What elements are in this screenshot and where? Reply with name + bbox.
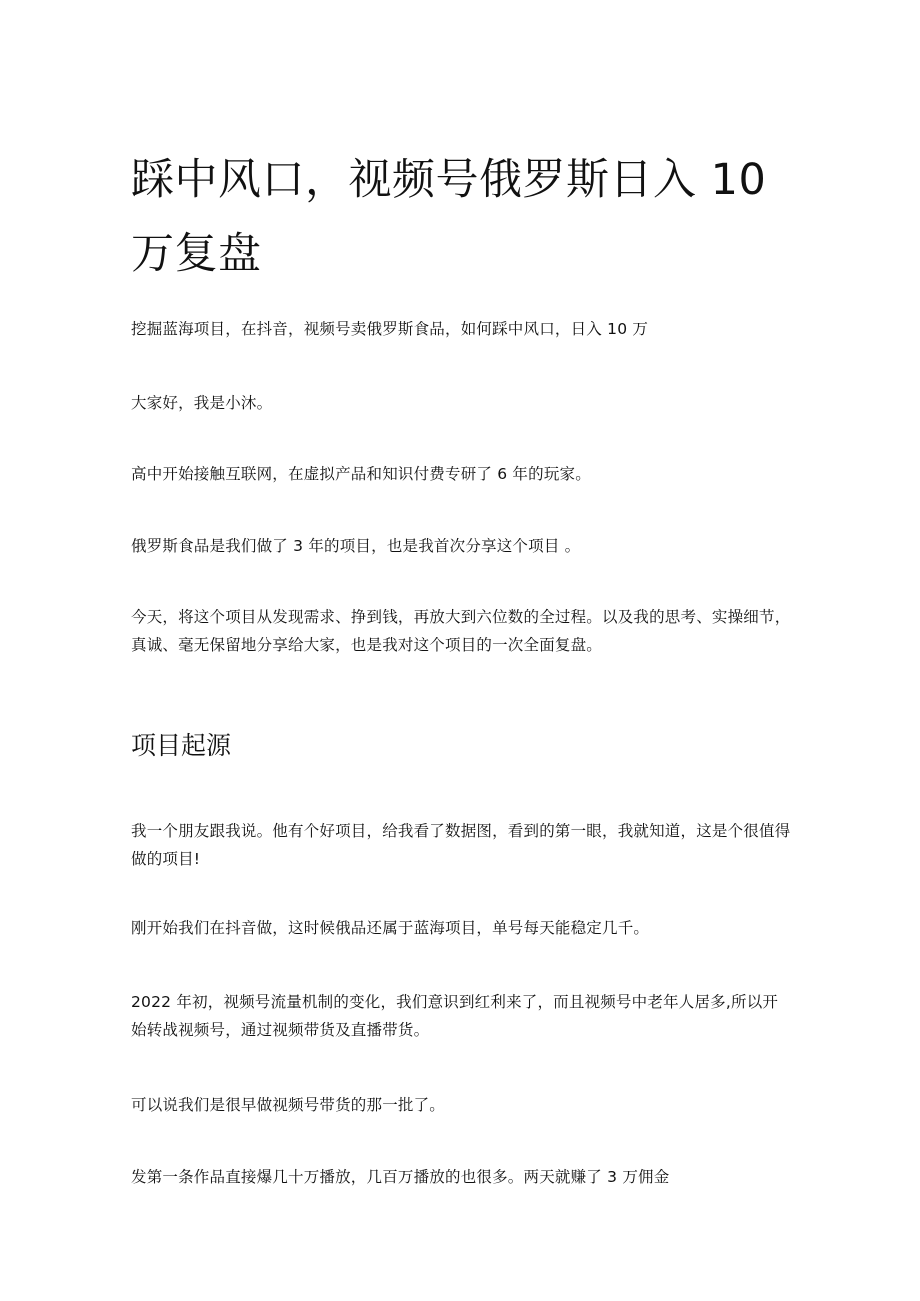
intro-paragraph: 高中开始接触互联网，在虚拟产品和知识付费专研了 6 年的玩家。 [131, 465, 591, 483]
intro-subtitle: 挖掘蓝海项目，在抖音，视频号卖俄罗斯食品，如何踩中风口，日入 10 万 [131, 320, 649, 338]
section-heading: 项目起源 [131, 731, 232, 760]
intro-paragraph: 俄罗斯食品是我们做了 3 年的项目，也是我首次分享这个项目 。 [131, 537, 581, 555]
section-paragraph: 可以说我们是很早做视频号带货的那一批了。 [131, 1096, 446, 1114]
section-paragraph: 我一个朋友跟我说。他有个好项目，给我看了数据图，看到的第一眼，我就知道，这是个很值得做的项目! [131, 822, 791, 868]
section-paragraph: 发第一条作品直接爆几十万播放，几百万播放的也很多。两天就赚了 3 万佣金 [131, 1168, 670, 1186]
section-paragraph: 刚开始我们在抖音做，这时候俄品还属于蓝海项目，单号每天能稳定几千。 [131, 919, 650, 937]
section-paragraph: 2022 年初，视频号流量机制的变化，我们意识到红利来了，而且视频号中老年人居多,所以开始转战视频号，通过视频带货及直播带货。 [131, 993, 779, 1039]
intro-paragraph: 大家好，我是小沐。 [131, 394, 273, 412]
document-title: 踩中风口，视频号俄罗斯日入 10 万复盘 [131, 155, 767, 279]
intro-paragraph: 今天，将这个项目从发现需求、挣到钱，再放大到六位数的全过程。以及我的思考、实操细节，真诚、毫无保留地分享给大家，也是我对这个项目的一次全面复盘。 [131, 608, 791, 654]
